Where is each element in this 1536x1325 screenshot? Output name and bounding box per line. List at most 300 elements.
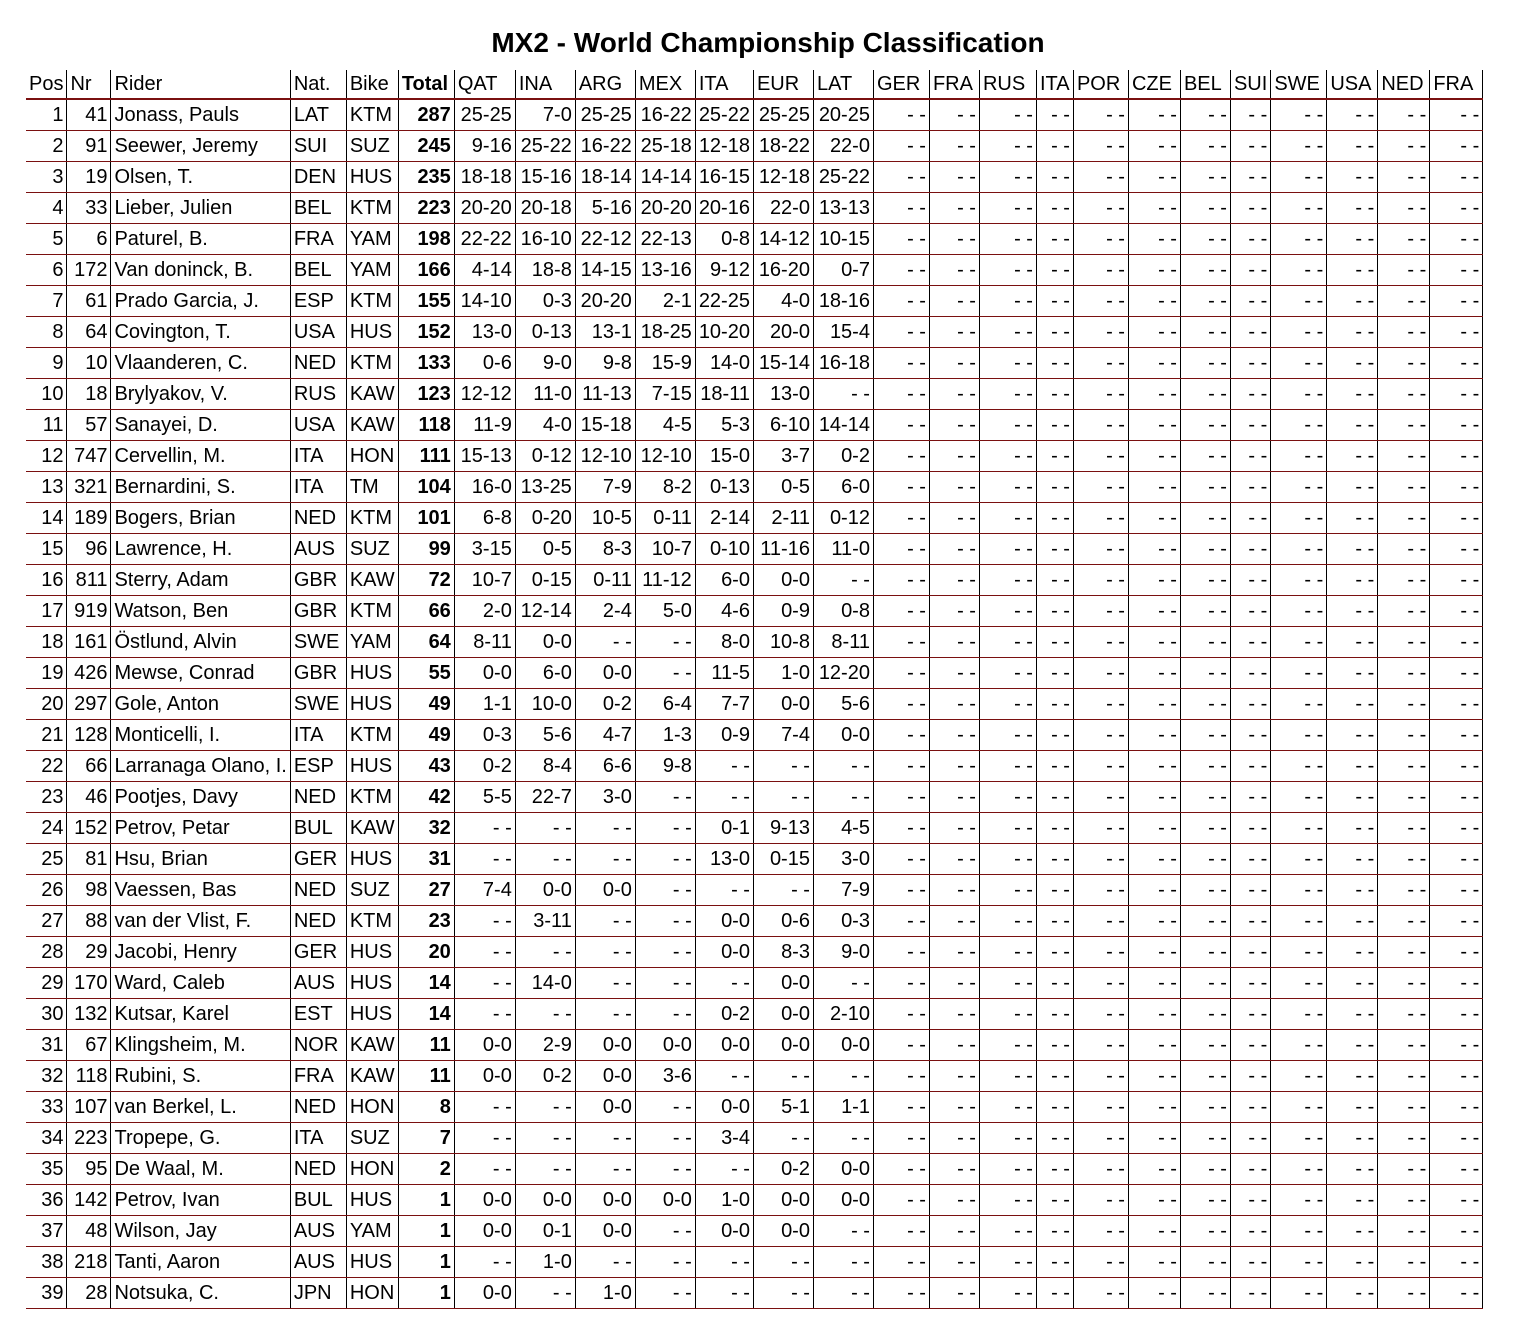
round-score-cell: 0-2	[454, 751, 515, 782]
round-score-cell: 20-20	[635, 193, 695, 224]
round-score-cell: - -	[1327, 99, 1378, 131]
round-score-cell: - -	[1230, 627, 1270, 658]
table-row	[26, 131, 1511, 162]
round-score-cell: 0-8	[813, 596, 873, 627]
round-score-cell: 11-13	[575, 379, 635, 410]
round-score-cell: 0-0	[695, 906, 753, 937]
round-score-cell: 6-0	[515, 658, 575, 689]
round-score-cell: - -	[873, 162, 929, 193]
round-score-cell: - -	[873, 472, 929, 503]
round-score-cell: - -	[979, 286, 1036, 317]
position-cell: 36	[26, 1185, 67, 1216]
position-cell: 12	[26, 441, 67, 472]
round-score-cell: - -	[1128, 410, 1180, 441]
round-score-cell: - -	[515, 844, 575, 875]
round-score-cell: 5-1	[753, 1092, 813, 1123]
number-cell: 6	[67, 224, 111, 255]
table-row	[26, 99, 1511, 131]
table-row	[26, 162, 1511, 193]
nation-cell: GBR	[290, 658, 346, 689]
round-score-cell: 3-4	[695, 1123, 753, 1154]
total-points-cell: 123	[398, 379, 454, 410]
round-score-cell: 8-3	[753, 937, 813, 968]
round-score-cell: 20-20	[575, 286, 635, 317]
round-score-cell: - -	[1128, 813, 1180, 844]
bike-cell: KTM	[346, 503, 398, 534]
table-row	[26, 1154, 1511, 1185]
round-score-cell: - -	[1327, 193, 1378, 224]
bike-cell: KTM	[346, 286, 398, 317]
round-score-cell: - -	[753, 1278, 813, 1309]
round-score-cell: 0-0	[753, 968, 813, 999]
round-score-cell: 7-7	[695, 689, 753, 720]
round-score-cell: - -	[1271, 782, 1327, 813]
round-score-cell: - -	[1430, 1247, 1483, 1278]
bike-cell: HON	[346, 1092, 398, 1123]
round-score-cell: - -	[873, 906, 929, 937]
column-header-sui: SUI	[1230, 70, 1270, 99]
round-score-cell: - -	[1430, 720, 1483, 751]
rider-name-cell: Watson, Ben	[111, 596, 290, 627]
position-cell: 3	[26, 162, 67, 193]
round-score-cell: - -	[1073, 1092, 1128, 1123]
round-score-cell: 25-18	[635, 131, 695, 162]
round-score-cell: - -	[1430, 162, 1483, 193]
round-score-cell: - -	[1430, 596, 1483, 627]
round-score-cell: - -	[1128, 317, 1180, 348]
total-points-cell: 14	[398, 999, 454, 1030]
round-score-cell: - -	[1036, 1185, 1073, 1216]
round-score-cell: 4-14	[454, 255, 515, 286]
round-score-cell: 25-25	[753, 99, 813, 131]
round-score-cell: - -	[1128, 224, 1180, 255]
round-score-cell: - -	[929, 99, 979, 131]
round-score-cell: 1-0	[575, 1278, 635, 1309]
round-score-cell: 5-3	[695, 410, 753, 441]
round-score-cell: - -	[929, 534, 979, 565]
page-title: MX2 - World Championship Classification	[491, 27, 1045, 58]
round-score-cell: 6-10	[753, 410, 813, 441]
round-score-cell: - -	[1430, 255, 1483, 286]
table-row	[26, 441, 1511, 472]
round-score-cell: - -	[1430, 1061, 1483, 1092]
round-score-cell: 13-25	[515, 472, 575, 503]
round-score-cell: - -	[1378, 751, 1430, 782]
round-score-cell: - -	[1128, 1278, 1180, 1309]
round-score-cell: - -	[1327, 162, 1378, 193]
round-score-cell: - -	[1378, 286, 1430, 317]
round-score-cell: - -	[873, 813, 929, 844]
round-score-cell: - -	[873, 720, 929, 751]
round-score-cell: - -	[1073, 875, 1128, 906]
round-score-cell: - -	[1271, 1030, 1327, 1061]
round-score-cell: - -	[1430, 317, 1483, 348]
round-score-cell: - -	[813, 782, 873, 813]
round-score-cell: - -	[1036, 441, 1073, 472]
round-score-cell: - -	[873, 441, 929, 472]
round-score-cell: - -	[1128, 379, 1180, 410]
round-score-cell: - -	[873, 1247, 929, 1278]
round-score-cell: - -	[1128, 720, 1180, 751]
round-score-cell: 0-2	[575, 689, 635, 720]
round-score-cell: - -	[454, 813, 515, 844]
round-score-cell: - -	[575, 1247, 635, 1278]
round-score-cell: - -	[515, 1154, 575, 1185]
round-score-cell: - -	[695, 751, 753, 782]
round-score-cell: - -	[1180, 131, 1230, 162]
round-score-cell: - -	[1271, 999, 1327, 1030]
table-row	[26, 1278, 1511, 1309]
round-score-cell: - -	[1327, 503, 1378, 534]
table-row	[26, 1247, 1511, 1278]
round-score-cell: - -	[929, 937, 979, 968]
round-score-cell: - -	[1036, 410, 1073, 441]
table-row	[26, 999, 1511, 1030]
round-score-cell: - -	[1378, 99, 1430, 131]
round-score-cell: - -	[929, 1216, 979, 1247]
round-score-cell: 18-11	[695, 379, 753, 410]
round-score-cell: 7-4	[454, 875, 515, 906]
round-score-cell: - -	[1128, 193, 1180, 224]
round-score-cell: 0-6	[753, 906, 813, 937]
round-score-cell: 22-12	[575, 224, 635, 255]
round-score-cell: - -	[1230, 968, 1270, 999]
round-score-cell: - -	[1128, 968, 1180, 999]
bike-cell: SUZ	[346, 534, 398, 565]
column-header-por: POR	[1073, 70, 1128, 99]
round-score-cell: - -	[873, 875, 929, 906]
round-score-cell: - -	[979, 224, 1036, 255]
rider-name-cell: Sterry, Adam	[111, 565, 290, 596]
round-score-cell: - -	[1180, 1154, 1230, 1185]
position-cell: 16	[26, 565, 67, 596]
bike-cell: KTM	[346, 99, 398, 131]
round-score-cell: - -	[1327, 1247, 1378, 1278]
round-score-cell: - -	[1327, 937, 1378, 968]
table-row	[26, 937, 1511, 968]
round-score-cell: - -	[1036, 1216, 1073, 1247]
round-score-cell: - -	[1036, 1123, 1073, 1154]
round-score-cell: 9-0	[813, 937, 873, 968]
column-header-cze: CZE	[1128, 70, 1180, 99]
round-score-cell: - -	[1378, 317, 1430, 348]
round-score-cell: 0-7	[813, 255, 873, 286]
round-score-cell: - -	[515, 1123, 575, 1154]
number-cell: 189	[67, 503, 111, 534]
table-row	[26, 968, 1511, 999]
round-score-cell: - -	[695, 968, 753, 999]
round-score-cell: 0-0	[753, 999, 813, 1030]
number-cell: 297	[67, 689, 111, 720]
table-body	[26, 99, 1511, 1309]
round-score-cell: - -	[979, 1278, 1036, 1309]
round-score-cell: - -	[1036, 596, 1073, 627]
number-cell: 96	[67, 534, 111, 565]
round-score-cell: - -	[1430, 472, 1483, 503]
round-score-cell: - -	[1430, 379, 1483, 410]
round-score-cell: - -	[1073, 782, 1128, 813]
round-score-cell: - -	[1430, 224, 1483, 255]
nation-cell: ITA	[290, 720, 346, 751]
table-row	[26, 906, 1511, 937]
round-score-cell: - -	[753, 751, 813, 782]
round-score-cell: - -	[1430, 1278, 1483, 1309]
rider-name-cell: Tropepe, G.	[111, 1123, 290, 1154]
round-score-cell: 14-14	[813, 410, 873, 441]
round-score-cell: - -	[929, 813, 979, 844]
round-score-cell: - -	[1271, 162, 1327, 193]
round-score-cell: - -	[979, 1061, 1036, 1092]
round-score-cell: - -	[1128, 1185, 1180, 1216]
round-score-cell: - -	[1073, 658, 1128, 689]
round-score-cell: - -	[1271, 193, 1327, 224]
round-score-cell: - -	[753, 782, 813, 813]
round-score-cell: - -	[1180, 1030, 1230, 1061]
round-score-cell: - -	[1036, 968, 1073, 999]
bike-cell: KAW	[346, 1030, 398, 1061]
number-cell: 91	[67, 131, 111, 162]
round-score-cell: - -	[1271, 658, 1327, 689]
round-score-cell: 5-5	[454, 782, 515, 813]
round-score-cell: 2-11	[753, 503, 813, 534]
bike-cell: HON	[346, 1154, 398, 1185]
round-score-cell: - -	[1230, 534, 1270, 565]
position-cell: 25	[26, 844, 67, 875]
round-score-cell: - -	[695, 1247, 753, 1278]
total-points-cell: 1	[398, 1278, 454, 1309]
round-score-cell: - -	[873, 255, 929, 286]
round-score-cell: - -	[753, 1247, 813, 1278]
column-header-usa: USA	[1327, 70, 1378, 99]
round-score-cell: - -	[515, 1092, 575, 1123]
number-cell: 66	[67, 751, 111, 782]
round-score-cell: 14-0	[515, 968, 575, 999]
bike-cell: KAW	[346, 565, 398, 596]
round-score-cell: - -	[515, 813, 575, 844]
round-score-cell: - -	[1378, 844, 1430, 875]
bike-cell: SUZ	[346, 1123, 398, 1154]
total-points-cell: 99	[398, 534, 454, 565]
table-row	[26, 813, 1511, 844]
round-score-cell: - -	[1378, 689, 1430, 720]
position-cell: 23	[26, 782, 67, 813]
round-score-cell: 0-0	[635, 1185, 695, 1216]
total-points-cell: 2	[398, 1154, 454, 1185]
round-score-cell: - -	[695, 1061, 753, 1092]
round-score-cell: - -	[1073, 193, 1128, 224]
total-points-cell: 1	[398, 1247, 454, 1278]
round-score-cell: - -	[979, 410, 1036, 441]
number-cell: 33	[67, 193, 111, 224]
round-score-cell: 0-0	[575, 1185, 635, 1216]
round-score-cell: 14-14	[635, 162, 695, 193]
rider-name-cell: Olsen, T.	[111, 162, 290, 193]
position-cell: 9	[26, 348, 67, 379]
round-score-cell: - -	[1430, 689, 1483, 720]
position-cell: 13	[26, 472, 67, 503]
round-score-cell: - -	[1230, 1247, 1270, 1278]
round-score-cell: 3-7	[753, 441, 813, 472]
round-score-cell: - -	[635, 813, 695, 844]
total-points-cell: 49	[398, 689, 454, 720]
nation-cell: USA	[290, 410, 346, 441]
round-score-cell: 3-0	[575, 782, 635, 813]
round-score-cell: - -	[1073, 286, 1128, 317]
total-points-cell: 133	[398, 348, 454, 379]
round-score-cell: - -	[1180, 441, 1230, 472]
round-score-cell: - -	[1378, 1123, 1430, 1154]
position-cell: 38	[26, 1247, 67, 1278]
round-score-cell: - -	[1036, 1247, 1073, 1278]
column-header-ita: ITA	[1036, 70, 1073, 99]
round-score-cell: - -	[929, 782, 979, 813]
round-score-cell: - -	[873, 1123, 929, 1154]
position-cell: 33	[26, 1092, 67, 1123]
round-score-cell: - -	[1430, 99, 1483, 131]
round-score-cell: - -	[1073, 565, 1128, 596]
round-score-cell: - -	[1180, 937, 1230, 968]
round-score-cell: - -	[1073, 813, 1128, 844]
round-score-cell: 0-1	[515, 1216, 575, 1247]
round-score-cell: - -	[1378, 720, 1430, 751]
round-score-cell: 0-13	[515, 317, 575, 348]
round-score-cell: 8-11	[454, 627, 515, 658]
total-points-cell: 235	[398, 162, 454, 193]
round-score-cell: 9-12	[695, 255, 753, 286]
round-score-cell: - -	[1036, 162, 1073, 193]
round-score-cell: - -	[1230, 1030, 1270, 1061]
round-score-cell: - -	[1036, 472, 1073, 503]
total-points-cell: 11	[398, 1061, 454, 1092]
round-score-cell: - -	[1230, 565, 1270, 596]
round-score-cell: - -	[635, 1092, 695, 1123]
round-score-cell: - -	[575, 968, 635, 999]
round-score-cell: - -	[1271, 317, 1327, 348]
round-score-cell: 5-6	[515, 720, 575, 751]
bike-cell: HUS	[346, 968, 398, 999]
round-score-cell: - -	[1378, 565, 1430, 596]
total-points-cell: 223	[398, 193, 454, 224]
round-score-cell: - -	[1230, 937, 1270, 968]
round-score-cell: - -	[979, 131, 1036, 162]
round-score-cell: - -	[1230, 1061, 1270, 1092]
round-score-cell: 10-5	[575, 503, 635, 534]
rider-name-cell: Paturel, B.	[111, 224, 290, 255]
nation-cell: ITA	[290, 472, 346, 503]
round-score-cell: 2-0	[454, 596, 515, 627]
round-score-cell: - -	[1073, 224, 1128, 255]
round-score-cell: - -	[575, 999, 635, 1030]
round-score-cell: - -	[454, 1123, 515, 1154]
round-score-cell: - -	[1327, 596, 1378, 627]
round-score-cell: - -	[1128, 534, 1180, 565]
round-score-cell: 3-11	[515, 906, 575, 937]
round-score-cell: - -	[515, 999, 575, 1030]
round-score-cell: 1-0	[695, 1185, 753, 1216]
number-cell: 170	[67, 968, 111, 999]
nation-cell: NED	[290, 906, 346, 937]
round-score-cell: 0-0	[695, 1092, 753, 1123]
round-score-cell: 0-15	[753, 844, 813, 875]
round-score-cell: 25-22	[515, 131, 575, 162]
round-score-cell: 1-3	[635, 720, 695, 751]
round-score-cell: - -	[929, 596, 979, 627]
round-score-cell: - -	[1271, 968, 1327, 999]
round-score-cell: - -	[635, 782, 695, 813]
round-score-cell: - -	[979, 472, 1036, 503]
round-score-cell: 11-5	[695, 658, 753, 689]
total-points-cell: 14	[398, 968, 454, 999]
nation-cell: SWE	[290, 627, 346, 658]
table-row	[26, 193, 1511, 224]
round-score-cell: - -	[1128, 441, 1180, 472]
round-score-cell: - -	[1271, 224, 1327, 255]
position-cell: 5	[26, 224, 67, 255]
table-row	[26, 1092, 1511, 1123]
round-score-cell: - -	[979, 317, 1036, 348]
round-score-cell: - -	[1378, 658, 1430, 689]
round-score-cell: - -	[1230, 658, 1270, 689]
round-score-cell: - -	[1036, 379, 1073, 410]
round-score-cell: - -	[1230, 348, 1270, 379]
round-score-cell: - -	[1430, 875, 1483, 906]
round-score-cell: - -	[929, 1247, 979, 1278]
round-score-cell: - -	[1073, 441, 1128, 472]
round-score-cell: - -	[1271, 534, 1327, 565]
round-score-cell: - -	[1230, 782, 1270, 813]
round-score-cell: - -	[1327, 1185, 1378, 1216]
round-score-cell: - -	[1073, 1030, 1128, 1061]
round-score-cell: 16-22	[635, 99, 695, 131]
round-score-cell: - -	[929, 317, 979, 348]
round-score-cell: - -	[1378, 131, 1430, 162]
round-score-cell: - -	[1036, 1061, 1073, 1092]
round-score-cell: - -	[979, 193, 1036, 224]
round-score-cell: - -	[1327, 813, 1378, 844]
round-score-cell: - -	[635, 844, 695, 875]
round-score-cell: - -	[1230, 1278, 1270, 1309]
round-score-cell: - -	[1128, 131, 1180, 162]
round-score-cell: 6-0	[695, 565, 753, 596]
rider-name-cell: Prado Garcia, J.	[111, 286, 290, 317]
round-score-cell: - -	[1180, 999, 1230, 1030]
round-score-cell: - -	[1036, 720, 1073, 751]
round-score-cell: 1-1	[813, 1092, 873, 1123]
round-score-cell: - -	[1430, 503, 1483, 534]
round-score-cell: - -	[1036, 99, 1073, 131]
round-score-cell: - -	[873, 1092, 929, 1123]
number-cell: 88	[67, 906, 111, 937]
round-score-cell: 20-25	[813, 99, 873, 131]
round-score-cell: - -	[979, 99, 1036, 131]
round-score-cell: - -	[1430, 1154, 1483, 1185]
round-score-cell: - -	[1128, 1123, 1180, 1154]
round-score-cell: - -	[873, 317, 929, 348]
round-score-cell: 16-20	[753, 255, 813, 286]
round-score-cell: - -	[1230, 1185, 1270, 1216]
round-score-cell: - -	[1271, 255, 1327, 286]
table-row	[26, 286, 1511, 317]
total-points-cell: 118	[398, 410, 454, 441]
number-cell: 18	[67, 379, 111, 410]
round-score-cell: - -	[1378, 782, 1430, 813]
round-score-cell: - -	[1430, 844, 1483, 875]
round-score-cell: 9-8	[635, 751, 695, 782]
nation-cell: NED	[290, 1154, 346, 1185]
total-points-cell: 8	[398, 1092, 454, 1123]
round-score-cell: 18-8	[515, 255, 575, 286]
nation-cell: ESP	[290, 286, 346, 317]
